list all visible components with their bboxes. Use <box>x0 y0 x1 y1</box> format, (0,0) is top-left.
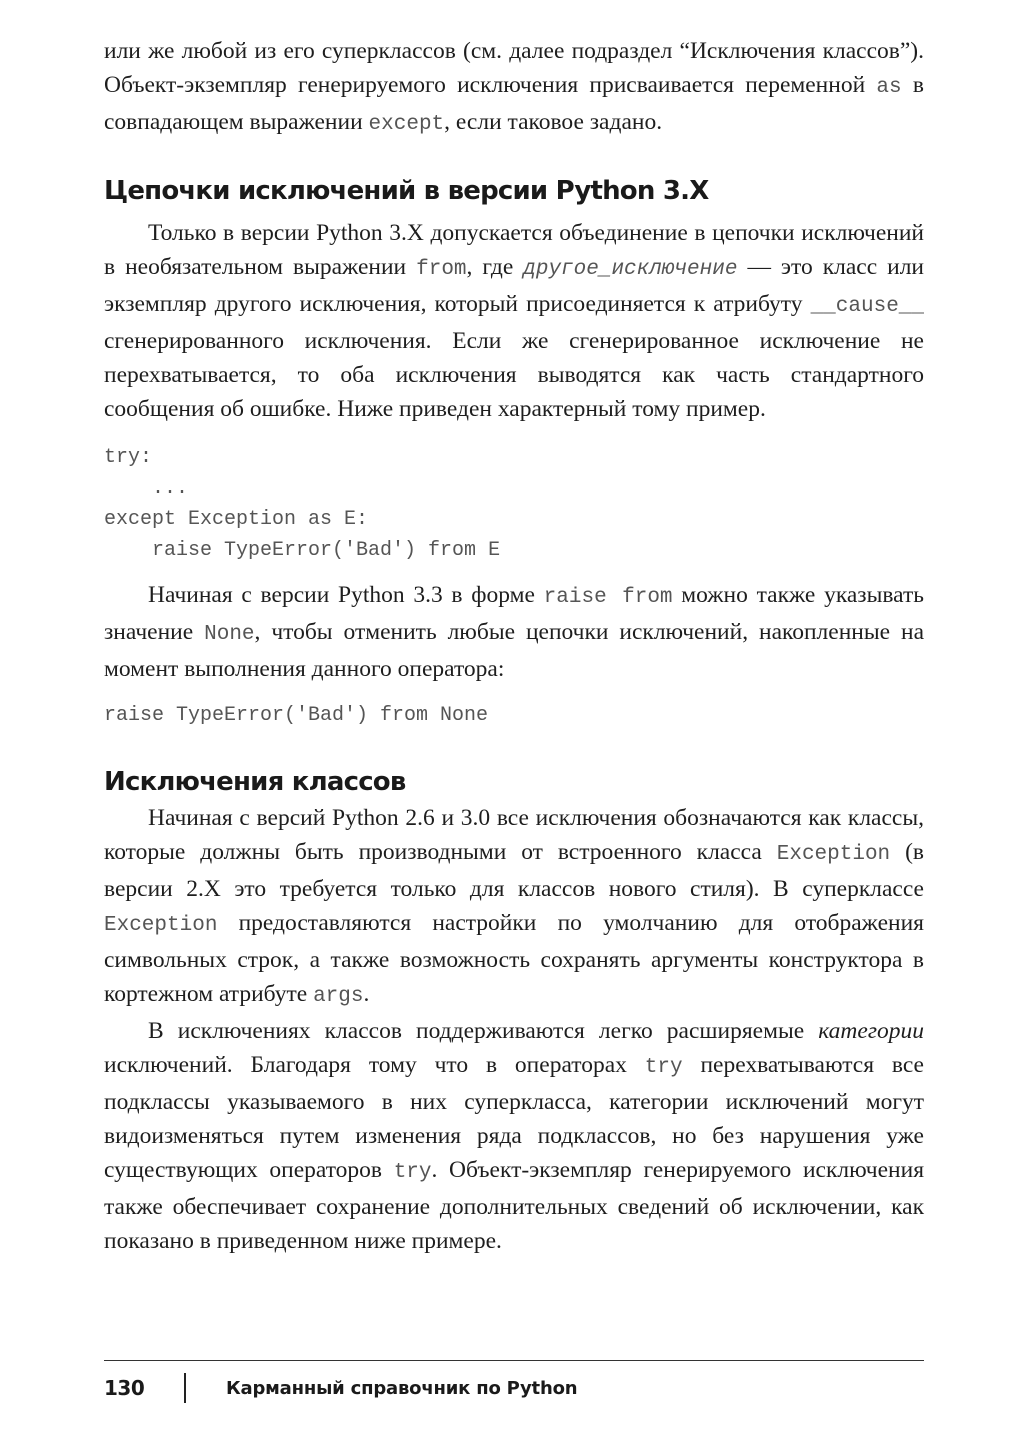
text-run: . Объект-экземпляр генерируемого исключения также обеспечивает сохранение дополнительных сведений об исключении, как показано в приведенном ниже примере. <box>104 1157 924 1254</box>
text-run: или же любой из его суперклассов (см. далее подраздел “Исключения классов”). Объект-экземпляр генерируемого исключения присваивается переменной <box>104 38 924 98</box>
code-block-chaining-example: try: ... except Exception as E: raise TypeError('Bad') from E <box>104 446 501 562</box>
text-run: перехватываются все подклассы указываемого в них суперкласса, категории исключений могут видоизменяться путем изменения ряда подклассов, но без нарушения уже существующих операторов <box>104 1052 924 1183</box>
section-heading-class-exceptions: Исключения классов <box>104 767 406 797</box>
text-run: Начиная с версий Python 2.6 и 3.0 все исключения обозначаются как классы, которые должны быть производными от встроенного класса <box>104 805 924 865</box>
code-block-raise-from-none: raise TypeError('Bad') from None <box>104 704 489 727</box>
footer-row <box>104 1373 924 1403</box>
inline-code-italic: другое_исключение <box>523 258 738 281</box>
text-run: в совпадающем выражении <box>104 72 924 135</box>
paragraph-intro <box>104 34 924 142</box>
inline-code: try <box>644 1056 683 1079</box>
paragraph-python33 <box>104 578 924 686</box>
text-run: исключений. Благодаря тому что в операторах <box>104 1052 645 1078</box>
text-run: , чтобы отменить любые цепочки исключений, накопленные на момент выполнения данного оператора: <box>104 619 924 682</box>
page-number: 130 <box>104 1376 145 1400</box>
inline-code: from <box>416 258 467 281</box>
section-heading-exception-chains: Цепочки исключений в версии Python 3.X <box>104 176 709 206</box>
footer-divider <box>104 1360 924 1361</box>
book-title: Карманный справочник по Python <box>226 1377 578 1399</box>
inline-code: as <box>876 76 902 99</box>
paragraph-chains <box>104 216 924 426</box>
paragraph-class-exceptions-2 <box>104 1014 924 1258</box>
inline-code: None <box>204 623 255 646</box>
page-body <box>104 34 924 1258</box>
text-run: предоставляются настройки по умолчанию для отображения символьных строк, а также возможность сохранять аргументы конструктора в кортежном атрибуте <box>104 910 924 1007</box>
paragraph-class-exceptions-1 <box>104 801 924 1014</box>
text-run: , если таковое задано. <box>444 109 663 135</box>
text-run: Только в версии Python 3.X допускается объединение в цепочки исключений в необязательном выражении <box>104 220 924 280</box>
text-run: можно также указывать значение <box>104 582 924 645</box>
inline-code: Exception <box>776 843 891 866</box>
text-run: сгенерированного исключения. Если же сгенерированное исключение не перехватывается, то оба исключения выводятся как часть стандартного сообщения об ошибке. Ниже приведен характерный тому пример. <box>104 328 924 422</box>
inline-code: args <box>313 985 364 1008</box>
text-run: . <box>363 981 370 1007</box>
inline-code: except <box>368 113 445 136</box>
inline-code: raise from <box>543 586 673 609</box>
page-footer <box>104 1360 924 1403</box>
text-run: Начиная с версии Python 3.3 в форме <box>148 582 544 608</box>
text-run: (в версии 2.X это требуется только для классов нового стиля). В суперклассе <box>104 839 925 902</box>
italic-term: категории <box>818 1018 924 1044</box>
inline-code: Exception <box>104 914 218 937</box>
inline-code: __cause__ <box>810 295 924 318</box>
inline-code: try <box>393 1161 432 1184</box>
text-run: , где <box>466 254 524 280</box>
text-run: — это класс или экземпляр другого исключения, который присоединяется к атрибуту <box>104 254 924 317</box>
footer-separator <box>184 1373 186 1403</box>
text-run: В исключениях классов поддерживаются легко расширяемые <box>148 1018 819 1044</box>
